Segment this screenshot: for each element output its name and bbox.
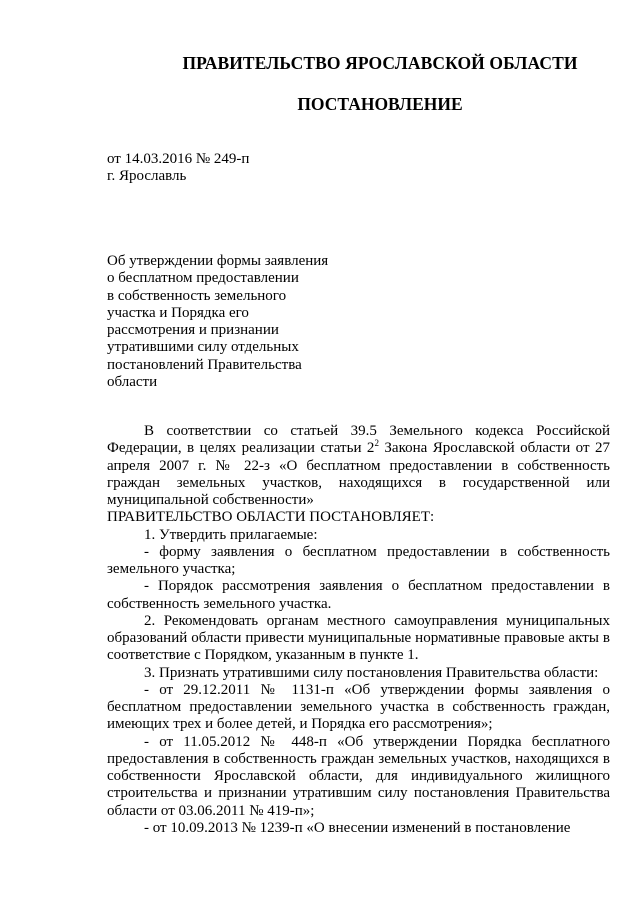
subject-line: области xyxy=(107,374,158,391)
document-type-heading: ПОСТАНОВЛЕНИЕ xyxy=(297,94,463,114)
subject-line: о бесплатном предоставлении xyxy=(107,270,299,287)
clause-1-item-b: - Порядок рассмотрения заявления о бесплатном предоставлении в собственность земельного участка. xyxy=(107,578,610,612)
clause-2: 2. Рекомендовать органам местного самоуправления муниципальных образований области привести муниципальные нормативные правовые акты в соответствие с Порядком, указанным в пункте 1. xyxy=(107,612,610,664)
subject-line: Об утверждении формы заявления xyxy=(107,253,329,269)
preamble-text-continued: Закона Ярославской области от 27 апреля 2007 г. № 22-з «О бесплатном предоставлении в собственность граждан земельных участков, находящихся в государственной или муниципальной собственности» xyxy=(107,440,610,508)
subject-line: постановлений Правительства xyxy=(107,356,302,373)
clause-1: 1. Утвердить прилагаемые: xyxy=(144,526,318,543)
subject-line: участка и Порядка его xyxy=(107,304,249,321)
subject-block xyxy=(107,253,347,391)
subject-line: рассмотрения и признании xyxy=(107,322,279,339)
subject-line: в собственность земельного xyxy=(107,287,287,304)
clause-3: 3. Признать утратившими силу постановления Правительства области: xyxy=(144,664,599,681)
city: г. Ярославль xyxy=(107,168,187,184)
subject-line: утратившими силу отдельных xyxy=(107,339,299,356)
preamble-paragraph xyxy=(107,423,610,509)
preamble-text: В соответствии со статьей 39.5 Земельного кодекса Российской Федерации, в целях реализации статьи 2 xyxy=(107,423,610,457)
resolves-line: ПРАВИТЕЛЬСТВО ОБЛАСТИ ПОСТАНОВЛЯЕТ: xyxy=(107,509,435,526)
date-number: от 14.03.2016 № 249-п xyxy=(107,151,250,167)
clause-3-item-c: - от 10.09.2013 № 1239-п «О внесении изменений в постановление xyxy=(144,819,571,836)
preamble-superscript: 2 xyxy=(374,438,379,449)
document-body xyxy=(107,423,610,837)
clause-3-item-b: - от 11.05.2012 № 448-п «Об утверждении Порядка бесплатного предоставления в собственность граждан земельных участков, находящихся в собственности Ярославской области, для индивидуального жилищного строительства и признании утратившим силу постановления Правительства области от 03.06.2011 № 419-п»; xyxy=(107,733,610,819)
clause-3-item-a: - от 29.12.2011 № 1131-п «Об утверждении формы заявления о бесплатном предоставлении земельного участка в собственность граждан, имеющих трех и более детей, и Порядка его рассмотрения»; xyxy=(107,681,610,733)
clause-1-item-a: - форму заявления о бесплатном предоставлении в собственность земельного участка; xyxy=(107,543,610,577)
organization-heading: ПРАВИТЕЛЬСТВО ЯРОСЛАВСКОЙ ОБЛАСТИ xyxy=(182,53,578,73)
